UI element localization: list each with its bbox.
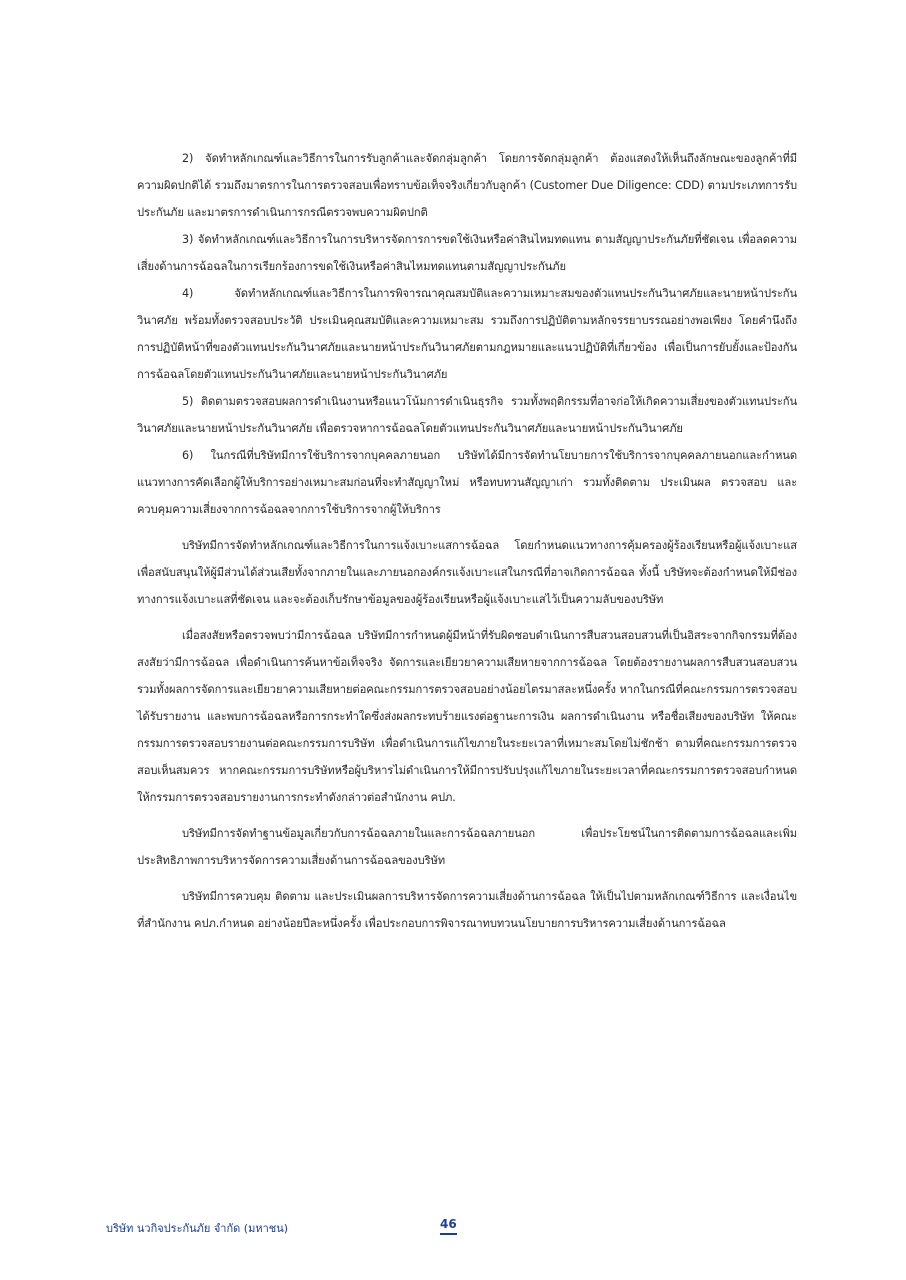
page-number: 46 [440,1217,457,1235]
paragraph-item-4: 4) จัดทำหลักเกณฑ์และวิธีการในการพิจารณาคุณสมบัติและความเหมาะสมของตัวแทนประกันวินาศภัยและนายหน้าประกันวินาศภัย พร้อมทั้งตรวจสอบประวัติ ประเมินคุณสมบัติและความเหมาะสม รวมถึงการปฏิบัติตามหลักจรรยาบรรณอย่างพอเพียง โดยคำนึงถึงการปฏิบัติหน้าที่ของตัวแทนประกันวินาศภัยและนายหน้าประกันวินาศภัยตามกฎหมายและแนวปฏิบัติที่เกี่ยวข้อง เพื่อเป็นการยับยั้งและป้องกันการฉ้อฉลโดยตัวแทนประกันวินาศภัยและนายหน้าประกันวินาศภัย [137,287,797,381]
footer-company-name: บริษัท นวกิจประกันภัย จำกัด (มหาชน) [106,1222,289,1235]
paragraph-fraud-database: บริษัทมีการจัดทำฐานข้อมูลเกี่ยวกับการฉ้อฉลภายในและการฉ้อฉลภายนอก เพื่อประโยชน์ในการติดตามการฉ้อฉลและเพิ่มประสิทธิภาพการบริหารจัดการความเสี่ยงด้านการฉ้อฉลของบริษัท [137,827,797,867]
paragraph-item-3: 3) จัดทำหลักเกณฑ์และวิธีการในการบริหารจัดการการขดใช้เงินหรือค่าสินไหมทดแทน ตามสัญญาประกันภัยที่ชัดเจน เพื่อลดความเสี่ยงด้านการฉ้อฉลในการเรียกร้องการขดใช้เงินหรือค่าสินไหมทดแทนตามสัญญาประกันภัย [137,233,797,273]
page-footer [0,1213,906,1243]
paragraph-item-2: 2) จัดทำหลักเกณฑ์และวิธีการในการรับลูกค้าและจัดกลุ่มลูกค้า โดยการจัดกลุ่มลูกค้า ต้องแสดงให้เห็นถึงลักษณะของลูกค้าที่มีความผิดปกติได้ รวมถึงมาตรการในการตรวจสอบเพื่อทราบข้อเท็จจริงเกี่ยวกับลูกค้า (Customer Due Diligence: CDD) ตามประเภทการรับประกันภัย และมาตรการดำเนินการกรณีตรวจพบความผิดปกติ [137,152,797,219]
paragraph-item-5: 5) ติดตามตรวจสอบผลการดำเนินงานหรือแนวโน้มการดำเนินธุรกิจ รวมทั้งพฤติกรรมที่อาจก่อให้เกิดความเสี่ยงของตัวแทนประกันวินาศภัยและนายหน้าประกันวินาศภัย เพื่อตรวจหาการฉ้อฉลโดยตัวแทนประกันวินาศภัยและนายหน้าประกันวินาศภัย [137,395,797,435]
paragraph-item-6: 6) ในกรณีที่บริษัทมีการใช้บริการจากบุคคลภายนอก บริษัทได้มีการจัดทำนโยบายการใช้บริการจากบุคคลภายนอกและกำหนดแนวทางการคัดเลือกผู้ให้บริการอย่างเหมาะสมก่อนที่จะทำสัญญาใหม่ หรือทบทวนสัญญาเก่า รวมทั้งติดตาม ประเมินผล ตรวจสอบ และควบคุมความเสี่ยงจากการฉ้อฉลจากการใช้บริการจากผู้ให้บริการ [137,449,797,516]
paragraph-whistleblowing: บริษัทมีการจัดทำหลักเกณฑ์และวิธีการในการแจ้งเบาะแสการฉ้อฉล โดยกำหนดแนวทางการคุ้มครองผู้ร้องเรียนหรือผู้แจ้งเบาะแส เพื่อสนับสนุนให้ผู้มีส่วนได้ส่วนเสียทั้งจากภายในและภายนอกองค์กรแจ้งเบาะแสในกรณีที่อาจเกิดการฉ้อฉล ทั้งนี้ บริษัทจะต้องกำหนดให้มีช่องทางการแจ้งเบาะแสที่ชัดเจน และจะต้องเก็บรักษาข้อมูลของผู้ร้องเรียนหรือผู้แจ้งเบาะแสไว้เป็นความลับของบริษัท [137,539,797,606]
paragraph-investigation: เมื่อสงสัยหรือตรวจพบว่ามีการฉ้อฉล บริษัทมีการกำหนดผู้มีหน้าที่รับผิดชอบดำเนินการสืบสวนสอบสวนที่เป็นอิสระจากกิจกรรมที่ต้องสงสัยว่ามีการฉ้อฉล เพื่อดำเนินการค้นหาข้อเท็จจริง จัดการและเยียวยาความเสียหายจากการฉ้อฉล โดยต้องรายงานผลการสืบสวนสอบสวน รวมทั้งผลการจัดการและเยียวยาความเสียหายต่อคณะกรรมการตรวจสอบอย่างน้อยไตรมาสละหนึ่งครั้ง หากในกรณีที่คณะกรรมการตรวจสอบได้รับรายงาน และพบการฉ้อฉลหรือการกระทำใดซึ่งส่งผลกระทบร้ายแรงต่อฐานะการเงิน ผลการดำเนินงาน หรือชื่อเสียงของบริษัท ให้คณะกรรมการตรวจสอบรายงานต่อคณะกรรมการบริษัท เพื่อดำเนินการแก้ไขภายในระยะเวลาที่เหมาะสมโดยไม่ชักช้า ตามที่คณะกรรมการตรวจสอบเห็นสมควร หากคณะกรรมการบริษัทหรือผู้บริหารไม่ดำเนินการให้มีการปรับปรุงแก้ไขภายในระยะเวลาที่คณะกรรมการตรวจสอบกำหนด ให้กรรมการตรวจสอบรายงานการกระทำดังกล่าวต่อสำนักงาน คปภ. [137,629,797,804]
paragraph-monitoring: บริษัทมีการควบคุม ติดตาม และประเมินผลการบริหารจัดการความเสี่ยงด้านการฉ้อฉล ให้เป็นไปตามหลักเกณฑ์วิธีการ และเงื่อนไขที่สำนักงาน คปภ.กำหนด อย่างน้อยปีละหนึ่งครั้ง เพื่อประกอบการพิจารณาทบทวนนโยบายการบริหารความเสี่ยงด้านการฉ้อฉล [137,890,797,930]
document-body [137,145,797,937]
